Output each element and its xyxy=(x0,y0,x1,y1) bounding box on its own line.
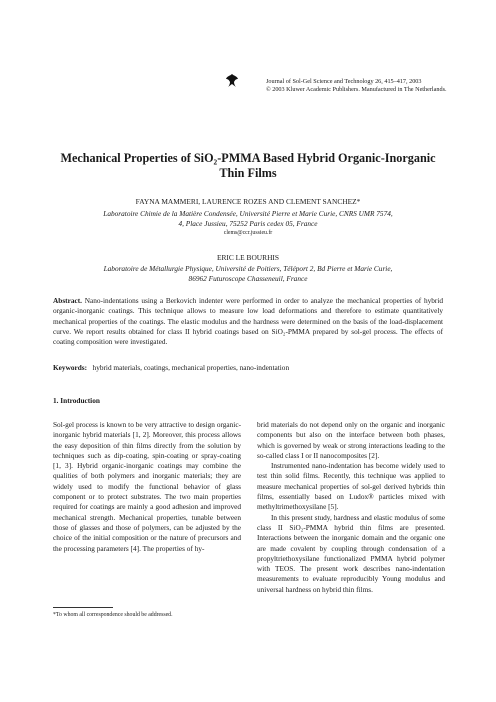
journal-citation: Journal of Sol-Gel Science and Technology 26, 415–417, 2003 xyxy=(266,78,422,85)
section-heading-introduction: 1. Introduction xyxy=(53,396,100,405)
journal-info xyxy=(266,78,466,94)
intro-paragraph-3: Instrumented nano-indentation has become widely used to test thin solid films. Recently, this technique was applied to measure mechanical properties of sol-gel derived hybrids thin films, essentially based on Ludox® particles mixed with methyltrimethoxysilane [5]. xyxy=(257,461,445,512)
paper-title xyxy=(40,151,456,181)
abstract-label: Abstract. xyxy=(53,296,82,305)
affiliation-2 xyxy=(60,264,436,285)
abstract xyxy=(53,296,443,347)
abstract-text: Nano-indentations using a Berkovich indenter were performed in order to analyze the mechanical properties of hybrid organic-inorganic coatings. This technique allows to measure low load deformations and therefore to estimate quantitatively mechanical properties of the coatings. The elastic modulus and the hardness were determined on the basis of the load-displacement curve. We report results obtained for class II hybrid coatings based on SiO₂-PMMA prepared by sol-gel process. The effects of coating composition were investigated. xyxy=(53,296,443,347)
footnote-rule xyxy=(53,607,113,608)
authors-group-1: FAYNA MAMMERI, LAURENCE ROZES AND CLEMENT SANCHEZ* xyxy=(135,197,361,206)
keywords xyxy=(53,363,443,372)
title-line-1: Mechanical Properties of SiO₂-PMMA Based Hybrid Organic-Inorganic xyxy=(60,151,436,165)
publisher-logo-icon xyxy=(224,72,240,88)
footnote: *To whom all correspondence should be addressed. xyxy=(53,612,173,618)
left-column xyxy=(53,420,241,554)
affiliation-2-line-1: Laboratoire de Métallurgie Physique, Université de Poitiers, Téléport 2, Bd Pierre et Marie Curie, xyxy=(103,264,393,273)
intro-paragraph-1: Sol-gel process is known to be very attractive to design organic-inorganic hybrid materials [1, 2]. Moreover, this process allows the easy deposition of thin films directly from the solution by techniques such as dip-coating, spin-coating or spray-coating [1, 3]. Hybrid organic-inorganic coatings may combine the qualities of both polymers and inorganic materials; they are widely used to modify the functional behavior of glass component or to protect substrates. The two main properties required for coatings are mainly a good adhesion and improved mechanical strength. Mechanical properties, tunable between those of glasses and those of polymers, can be adjusted by the choice of the initial composition or the nature of precursors and the processing parameters [4]. The properties of hy- xyxy=(53,420,241,553)
author-email: clems@ccr.jussieu.fr xyxy=(223,230,273,236)
affiliation-1-line-2: 4, Place Jussieu, 75252 Paris cedex 05, France xyxy=(178,219,318,229)
right-column xyxy=(257,420,445,595)
affiliation-1 xyxy=(60,209,436,230)
affiliation-2-line-2: 86962 Futuroscope Chasseneuil, France xyxy=(188,274,308,284)
authors-group-2: ERIC LE BOURHIS xyxy=(216,253,279,262)
title-line-2: Thin Films xyxy=(219,166,277,180)
keywords-text: hybrid materials, coatings, mechanical properties, nano-indentation xyxy=(92,363,290,372)
keywords-label: Keywords: xyxy=(53,363,88,372)
intro-paragraph-4: In this present study, hardness and elastic modulus of some class II SiO₂-PMMA hybrid thin films are presented. Interactions between the inorganic domain and the organic one are made covalent by coupling through condensation of a propyltriethoxysilane functionalized PMMA hybrid polymer with TEOS. The present work describes nano-indentation measurements to evaluate reproducibly Young modulus and universal hardness on hybrid thin films. xyxy=(257,512,445,594)
intro-paragraph-2: brid materials do not depend only on the organic and inorganic components but also on the interface between both phases, which is governed by weak or strong interactions leading to the so-called class I or II nanocomposites [2]. xyxy=(257,420,445,460)
affiliation-1-line-1: Laboratoire Chimie de la Matière Condensée, Université Pierre et Marie Curie, CNRS UMR 7574, xyxy=(103,209,393,218)
journal-copyright: © 2003 Kluwer Academic Publishers. Manufactured in The Netherlands. xyxy=(266,86,447,94)
